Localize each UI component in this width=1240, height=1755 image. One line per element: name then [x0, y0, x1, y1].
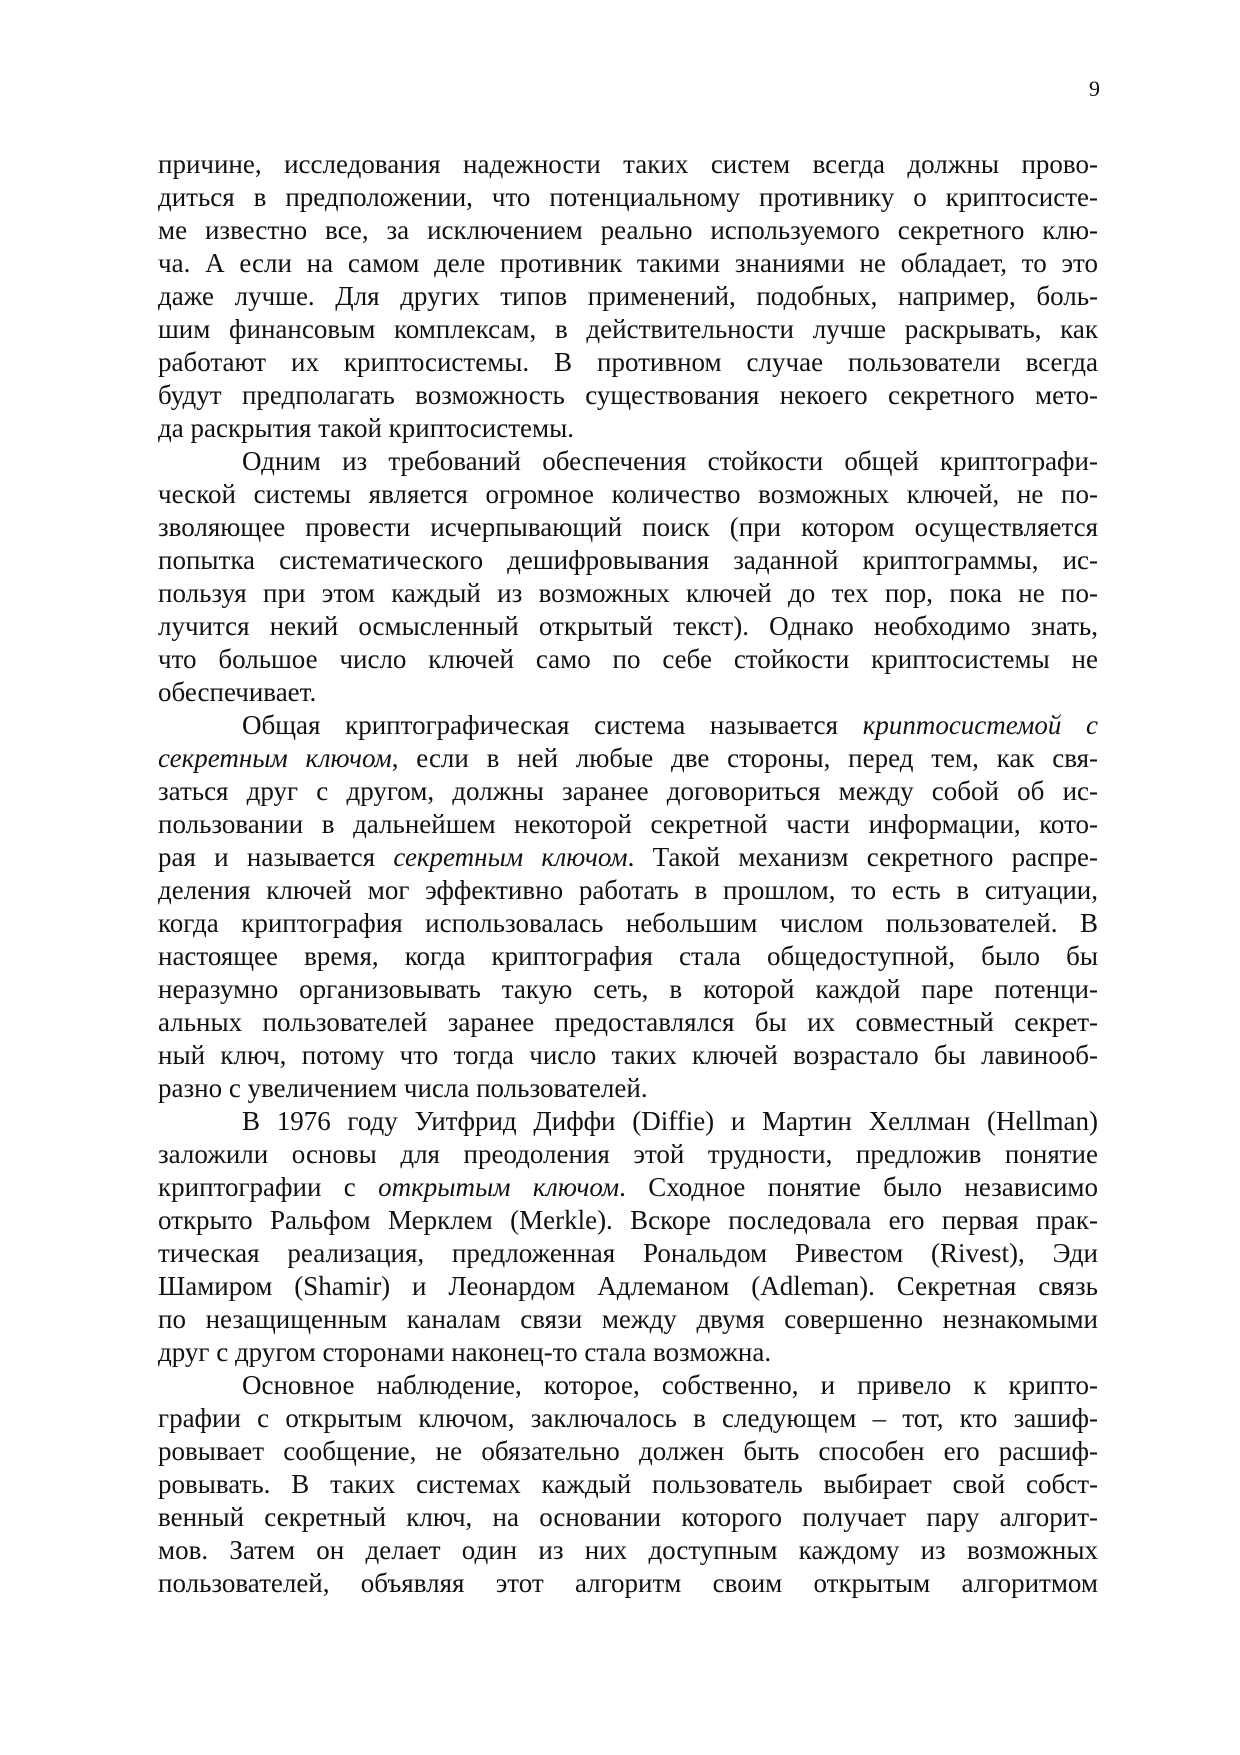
text-line: лучится некий осмысленный открытый текст). Однако необходимо знать, [158, 611, 1098, 641]
text-line: тическая реализация, предложенная Рональдом Ривестом (Rivest), Эди [158, 1238, 1098, 1268]
text-line: шим финансовым комплексам, в действительности лучше раскрывать, как [158, 314, 1098, 344]
text-line: зволяющее провести исчерпывающий поиск (при котором осуществляется [158, 512, 1098, 542]
text-line: открыто Ральфом Мерклем (Merkle). Вскоре последовала его первая прак- [158, 1205, 1098, 1235]
text-line: ровывает сообщение, не обязательно должен быть способен его расшиф- [158, 1436, 1098, 1466]
paragraph-4 [158, 1105, 1098, 1369]
italic-term: криптосистемой с [862, 710, 1098, 740]
text-line: разно с увеличением числа пользователей. [158, 1073, 648, 1103]
text-line: Шамиром (Shamir) и Леонардом Адлеманом (Adleman). Секретная связь [158, 1271, 1098, 1301]
text-line: друг с другом сторонами наконец-то стала возможна. [158, 1337, 772, 1367]
text-line: попытка систематического дешифровывания заданной криптограммы, ис- [158, 545, 1098, 575]
text-line: Одним из требований обеспечения стойкости общей криптографи- [242, 446, 1098, 476]
text-line: ме известно все, за исключением реально используемого секретного клю- [158, 215, 1098, 245]
paragraph-2 [158, 445, 1098, 709]
text-line: обеспечивает. [158, 677, 317, 707]
text-line: пользователей, объявляя этот алгоритм своим открытым алгоритмом [158, 1568, 1098, 1598]
text-line: будут предполагать возможность существования некоего секретного мето- [158, 380, 1098, 410]
document-body [158, 148, 1098, 1600]
text-line: пользуя при этом каждый из возможных ключей до тех пор, пока не по- [158, 578, 1098, 608]
paragraph-3 [158, 709, 1098, 1105]
text-line: альных пользователей заранее предоставлялся бы их совместный секрет- [158, 1007, 1098, 1037]
text-line: ческой системы является огромное количество возможных ключей, не по- [158, 479, 1098, 509]
text-line: ча. А если на самом деле противник такими знаниями не обладает, то это [158, 248, 1098, 278]
paragraph-1 [158, 148, 1098, 445]
italic-term: секретным ключом [393, 842, 628, 872]
text-line: неразумно организовывать такую сеть, в которой каждой паре потенци- [158, 974, 1098, 1004]
text-line: причине, исследования надежности таких систем всегда должны прово- [158, 149, 1098, 179]
text-line: криптографии с открытым ключом. Сходное понятие было независимо [158, 1172, 1099, 1202]
text-line: даже лучше. Для других типов применений, подобных, например, боль- [158, 281, 1098, 311]
text-line: рая и называется секретным ключом. Такой механизм секретного распре- [158, 842, 1098, 872]
text-line: да раскрытия такой криптосистемы. [158, 413, 574, 443]
text-line: когда криптография использовалась небольшим числом пользователей. В [158, 908, 1098, 938]
text-line: венный секретный ключ, на основании которого получает пару алгорит- [158, 1502, 1098, 1532]
text-line: В 1976 году Уитфрид Диффи (Diffie) и Мартин Хеллман (Hellman) [242, 1106, 1098, 1136]
text-line: Общая криптографическая система называется криптосистемой с [242, 710, 1098, 740]
text-line: ровывать. В таких системах каждый пользователь выбирает свой собст- [158, 1469, 1098, 1499]
text-line: заложили основы для преодоления этой трудности, предложив понятие [158, 1139, 1098, 1169]
text-line: секретным ключом, если в ней любые две стороны, перед тем, как свя- [158, 743, 1098, 773]
text-line: Основное наблюдение, которое, собственно, и привело к крипто- [242, 1370, 1098, 1400]
page-number: 9 [1089, 76, 1100, 101]
text-line: что большое число ключей само по себе стойкости криптосистемы не [158, 644, 1098, 674]
text-line: работают их криптосистемы. В противном случае пользователи всегда [158, 347, 1098, 377]
text-line: ный ключ, потому что тогда число таких ключей возрастало бы лавинооб- [158, 1040, 1098, 1070]
text-line: пользовании в дальнейшем некоторой секретной части информации, кото- [158, 809, 1098, 839]
text-line: мов. Затем он делает один из них доступным каждому из возможных [158, 1535, 1098, 1565]
italic-term: секретным ключом [158, 743, 392, 773]
paragraph-5 [158, 1369, 1098, 1600]
text-line: настоящее время, когда криптография стала общедоступной, было бы [158, 941, 1098, 971]
text-line: диться в предположении, что потенциальному противнику о криптосисте- [158, 182, 1098, 212]
text-line: по незащищенным каналам связи между двумя совершенно незнакомыми [158, 1304, 1098, 1334]
text-line: заться друг с другом, должны заранее договориться между собой об ис- [158, 776, 1098, 806]
text-line: графии с открытым ключом, заключалось в следующем – тот, кто зашиф- [158, 1403, 1098, 1433]
text-line: деления ключей мог эффективно работать в прошлом, то есть в ситуации, [158, 875, 1098, 905]
italic-term: открытым ключом [378, 1172, 620, 1202]
